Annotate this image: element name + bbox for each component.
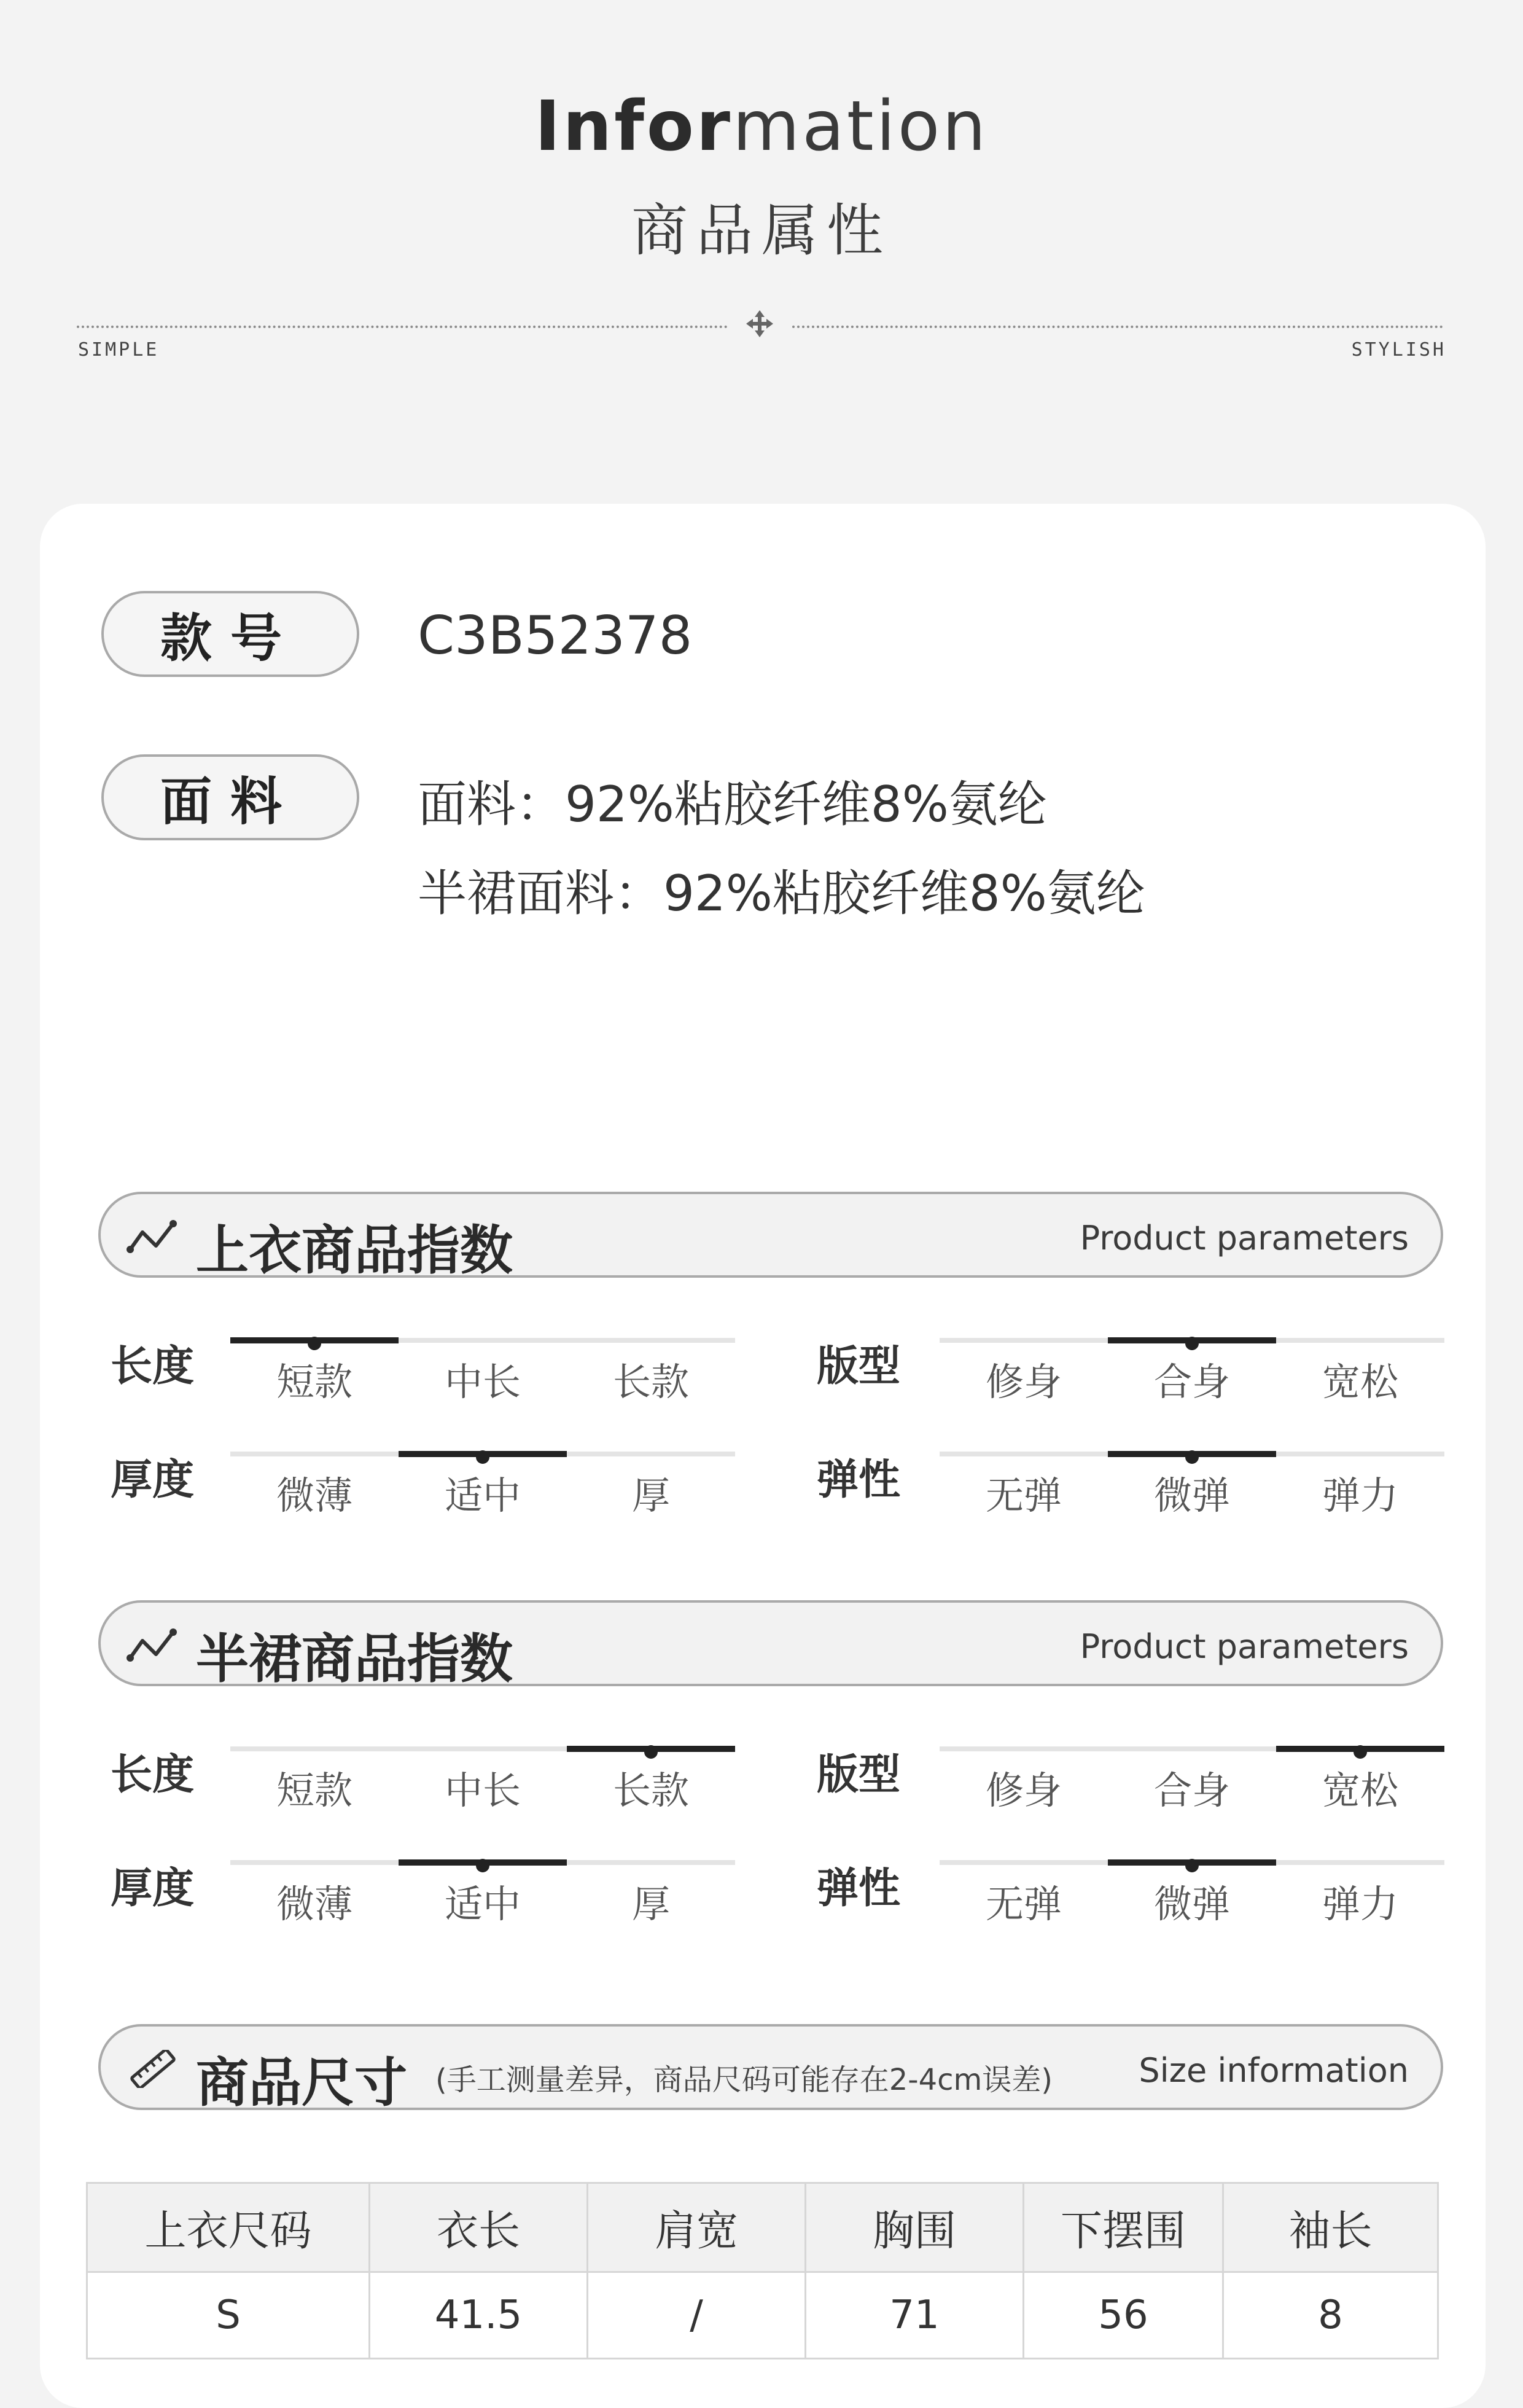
table-cell: 8 bbox=[1223, 2272, 1438, 2359]
param-option: 弹力 bbox=[1322, 1882, 1398, 1926]
param-option: 厚 bbox=[631, 1882, 670, 1926]
param-option: 微弹 bbox=[1153, 1882, 1230, 1926]
param-option: 短款 bbox=[276, 1768, 353, 1813]
table-header-cell: 下摆围 bbox=[1024, 2183, 1223, 2272]
fabric-line: 面料：92%粘胶纤维8%氨纶 bbox=[418, 776, 1047, 833]
size-table bbox=[86, 2182, 1439, 2359]
section-title: 半裙商品指数 bbox=[196, 1628, 513, 1690]
tag-stylish: STYLISH bbox=[1351, 339, 1446, 361]
tag-simple: SIMPLE bbox=[78, 339, 160, 361]
top-params-header bbox=[98, 1192, 1443, 1281]
section-subtitle: Product parameters bbox=[1080, 1219, 1409, 1257]
ruler-icon bbox=[125, 2050, 181, 2088]
table-header-cell: 袖长 bbox=[1223, 2183, 1438, 2272]
param-selected-dot bbox=[1185, 1450, 1199, 1464]
param-option: 微弹 bbox=[1153, 1473, 1230, 1518]
skirt-params-header bbox=[98, 1600, 1443, 1690]
param-option: 修身 bbox=[985, 1768, 1062, 1813]
size-info-header bbox=[98, 2024, 1443, 2114]
table-cell: 56 bbox=[1024, 2272, 1223, 2359]
param-scale bbox=[940, 1452, 1444, 1456]
section-title: 商品尺寸 bbox=[196, 2052, 407, 2114]
param-option: 无弹 bbox=[985, 1473, 1062, 1518]
param-scale bbox=[230, 1452, 735, 1456]
param-selected-dot bbox=[476, 1859, 489, 1872]
param-option: 适中 bbox=[444, 1473, 521, 1518]
param-option: 无弹 bbox=[985, 1882, 1062, 1926]
param-option: 长款 bbox=[612, 1359, 689, 1404]
param-scale bbox=[940, 1746, 1444, 1751]
section-subtitle: Size information bbox=[1139, 2051, 1409, 2090]
page-subtitle: 商品属性 bbox=[631, 198, 892, 264]
param-option: 长款 bbox=[612, 1768, 689, 1813]
page-title: Information bbox=[534, 87, 989, 166]
param-label: 长度 bbox=[111, 1342, 195, 1391]
param-selected-dot bbox=[308, 1337, 321, 1350]
param-label: 厚度 bbox=[111, 1456, 195, 1504]
table-header-row bbox=[87, 2183, 1438, 2272]
table-cell: 41.5 bbox=[370, 2272, 588, 2359]
size-note: (手工测量差异，商品尺码可能存在2-4cm误差) bbox=[435, 2063, 1053, 2097]
divider-left bbox=[77, 326, 728, 328]
section-subtitle: Product parameters bbox=[1080, 1627, 1409, 1666]
param-option: 微薄 bbox=[276, 1882, 353, 1926]
section-title: 上衣商品指数 bbox=[196, 1220, 513, 1281]
code-label: 款号 bbox=[101, 591, 359, 677]
fabric-label: 面料 bbox=[101, 754, 359, 840]
param-option: 弹力 bbox=[1322, 1473, 1398, 1518]
param-scale bbox=[230, 1746, 735, 1751]
param-option: 合身 bbox=[1153, 1359, 1230, 1404]
table-header-cell: 上衣尺码 bbox=[87, 2183, 370, 2272]
param-scale bbox=[230, 1860, 735, 1865]
param-scale bbox=[940, 1860, 1444, 1865]
param-option: 中长 bbox=[444, 1768, 521, 1813]
param-label: 厚度 bbox=[111, 1864, 195, 1913]
trend-icon bbox=[125, 1218, 181, 1256]
param-label: 版型 bbox=[817, 1342, 901, 1391]
table-row bbox=[87, 2272, 1438, 2359]
param-option: 宽松 bbox=[1322, 1359, 1398, 1404]
param-option: 短款 bbox=[276, 1359, 353, 1404]
table-header-cell: 肩宽 bbox=[588, 2183, 806, 2272]
param-label: 长度 bbox=[111, 1751, 195, 1799]
divider-right bbox=[792, 326, 1443, 328]
param-option: 微薄 bbox=[276, 1473, 353, 1518]
param-scale bbox=[940, 1338, 1444, 1343]
param-selected-dot bbox=[1354, 1745, 1367, 1759]
code-value: C3B52378 bbox=[418, 605, 693, 666]
param-scale bbox=[230, 1338, 735, 1343]
param-option: 合身 bbox=[1153, 1768, 1230, 1813]
param-option: 适中 bbox=[444, 1882, 521, 1926]
param-selected-dot bbox=[644, 1745, 658, 1759]
param-option: 修身 bbox=[985, 1359, 1062, 1404]
table-header-cell: 胸围 bbox=[806, 2183, 1024, 2272]
param-label: 弹性 bbox=[817, 1456, 901, 1504]
param-label: 版型 bbox=[817, 1751, 901, 1799]
move-icon bbox=[744, 308, 775, 339]
param-option: 中长 bbox=[444, 1359, 521, 1404]
table-cell: 71 bbox=[806, 2272, 1024, 2359]
param-option: 宽松 bbox=[1322, 1768, 1398, 1813]
param-selected-dot bbox=[476, 1450, 489, 1464]
trend-icon bbox=[125, 1626, 181, 1664]
fabric-line: 半裙面料：92%粘胶纤维8%氨纶 bbox=[418, 865, 1145, 922]
param-label: 弹性 bbox=[817, 1864, 901, 1913]
table-cell: S bbox=[87, 2272, 370, 2359]
param-selected-dot bbox=[1185, 1337, 1199, 1350]
table-cell: / bbox=[588, 2272, 806, 2359]
param-option: 厚 bbox=[631, 1473, 670, 1518]
param-selected-dot bbox=[1185, 1859, 1199, 1872]
table-header-cell: 衣长 bbox=[370, 2183, 588, 2272]
